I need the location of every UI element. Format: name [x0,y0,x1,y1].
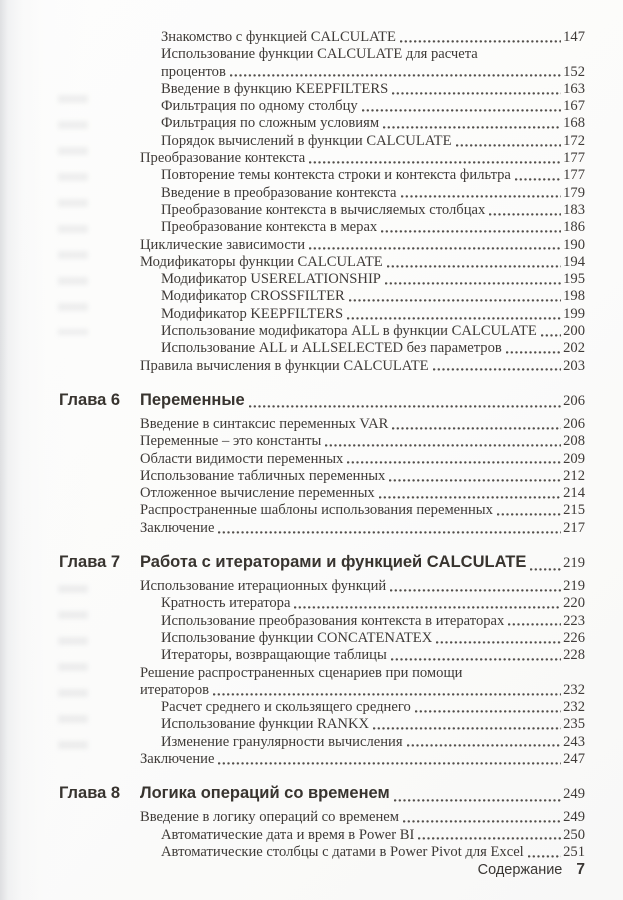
toc-page-number: 250 [563,826,585,843]
dotted-leader [403,820,561,823]
dotted-leader [433,368,562,371]
toc-entry-title: Знакомство с функцией CALCULATE [161,29,396,45]
dotted-leader [309,247,561,250]
toc-entry-row [0,237,585,254]
toc-entry-title: Фильтрация по одному столбцу [161,98,358,115]
toc-entry-row [0,433,585,450]
toc-entry-row [0,254,585,271]
toc-entry-row [0,306,585,323]
dotted-leader [294,606,561,609]
dotted-leader [230,74,561,77]
toc-entry-row [0,358,585,375]
toc-entry-row [0,340,585,357]
toc-page-number: 232 [563,681,585,698]
dotted-leader [218,762,561,765]
toc-entry-row [0,271,585,288]
toc-entry-row [0,98,585,115]
toc-entry-row [0,323,585,340]
toc-entry-row [0,647,585,664]
toc-entry-title: процентов [161,63,226,80]
dotted-leader [456,144,562,147]
dotted-leader [389,479,561,482]
toc-entry-title: Введение в функцию KEEPFILTERS [161,80,389,97]
toc-page-number: 203 [563,357,585,374]
toc-entry-title: Модификатор USERELATIONSHIP [161,271,381,288]
toc-entry-title: Использование табличных переменных [140,467,386,484]
toc-entry-row [0,451,585,468]
toc-page-number: 249 [563,809,585,826]
toc-page-number: 217 [563,519,585,536]
dotted-leader [489,213,561,216]
toc-entry-row [0,115,585,132]
toc-entry-row [0,682,585,699]
chapter-title: Работа с итераторами и функцией CALCULATE [140,553,527,572]
toc-entry-title: Использование функции RANKX [161,716,370,733]
toc-page-number: 200 [563,323,585,340]
toc-page-number: 212 [563,467,585,484]
dotted-leader [508,623,561,626]
footer-section-title: Содержание [477,862,563,878]
toc-page-number: 186 [563,219,585,236]
dotted-leader [349,299,561,302]
toc-page-number: 199 [563,305,585,322]
toc-entry-row [0,613,585,630]
toc-page-number: 208 [563,433,585,450]
toc-entry-title: Кратность итератора [161,595,291,612]
toc-entry-title: Правила вычисления в функции CALCULATE [140,357,429,374]
toc-chapter-row [0,784,585,806]
toc-entry-title: Использование ALL и ALLSELECTED без параметров [161,340,502,357]
toc-page-number: 209 [563,450,585,467]
toc-entry-title: Фильтрация по сложным условиям [161,115,380,132]
dotted-leader [379,496,561,499]
dotted-leader [325,444,561,447]
dotted-leader [528,855,561,858]
toc-page-number: 194 [563,253,585,270]
toc-entry-title: Использование преобразования контекста в итераторах [161,612,505,629]
toc-entry-title: Введение в логику операций со временем [140,809,399,826]
toc-entry-title: Порядок вычислений в функции CALCULATE [161,132,452,149]
dotted-leader [515,178,561,181]
toc-page-number: 243 [563,733,585,750]
chapter-title: Логика операций со временем [140,784,390,803]
dotted-leader [392,92,561,95]
dotted-leader [506,351,561,354]
toc-entry-row [0,716,585,733]
toc-entry-row [0,827,585,844]
toc-entry-title: Модификатор CROSSFILTER [161,288,345,305]
dotted-leader [385,282,561,285]
toc-page-number: 247 [563,750,585,767]
toc-entry-row [0,665,585,682]
dotted-leader [347,317,561,320]
toc-entry-title: Повторение темы контекста строки и контекста фильтра [161,167,511,184]
dotted-leader [390,589,561,592]
dotted-leader [387,265,561,268]
toc-page-number: 206 [563,415,585,432]
dotted-leader [213,693,561,696]
toc-entry-title: Использование итерационных функций [140,578,387,595]
toc-entry-row [0,167,585,184]
toc-page-number: 219 [563,578,585,595]
toc-page-number: 202 [563,340,585,357]
toc-entry-row [0,751,585,768]
dotted-leader [309,161,561,164]
toc-page-number: 251 [563,843,585,860]
dotted-leader [362,109,561,112]
toc-page-number: 177 [563,150,585,167]
toc-entry-title: Переменные – это константы [140,433,322,450]
toc-entry-row [0,502,585,519]
toc-entry-row [0,64,585,81]
toc-entry-title: Преобразование контекста [140,150,306,167]
toc-page-number: 168 [563,115,585,132]
toc-page-number: 226 [563,629,585,646]
toc-page-number: 190 [563,236,585,253]
dotted-leader [401,195,562,198]
chapter-title: Переменные [140,390,245,409]
toc-page-number: 214 [563,485,585,502]
dotted-leader [391,658,561,661]
toc-entry-title: Заключение [140,519,215,536]
toc-page-number: 183 [563,201,585,218]
toc-entry-row [0,416,585,433]
dotted-leader [407,744,562,747]
dotted-leader [392,427,561,430]
toc-entry-row [0,133,585,150]
dotted-leader [436,641,561,644]
chapter-number-label: Глава 8 [59,784,121,803]
dotted-leader [347,461,561,464]
toc-page-number: 220 [563,595,585,612]
toc-entry-row [0,46,585,63]
toc-entry-title: Использование функции CONCATENATEX [161,629,433,646]
chapter-number-label: Глава 7 [59,553,121,572]
toc-entry-row [0,630,585,647]
dotted-leader [218,531,561,534]
toc-chapter-row [0,391,585,413]
toc-entry-title: Автоматические столбцы с датами в Power Pivot для Excel [161,843,524,860]
toc-entry-row [0,150,585,167]
footer-page-number: 7 [576,861,585,878]
toc-entry-row [0,288,585,305]
toc-entry-title: Введение в синтаксис переменных VAR [140,415,389,432]
toc-entry-row [0,468,585,485]
dotted-leader [383,126,561,129]
toc-entry-title: Отложенное вычисление переменных [140,485,375,502]
toc-entry-title: Циклические зависимости [140,236,306,253]
toc-page-number: 249 [563,786,585,803]
toc-entry-row [0,29,585,46]
toc-page-number: 223 [563,612,585,629]
toc-page-number: 235 [563,716,585,733]
toc-page-number: 219 [563,555,585,572]
toc-entry-row [0,578,585,595]
dotted-leader [497,513,561,516]
page-footer [478,861,585,879]
dotted-leader [530,568,561,571]
dotted-leader [249,405,561,408]
toc-entry-title: Области видимости переменных [140,450,344,467]
toc-page-number: 179 [563,184,585,201]
toc-chapter-row [0,553,585,575]
toc-entry-row [0,202,585,219]
toc-page-number: 147 [563,29,585,45]
toc-entry-title: Преобразование контекста в мерах [161,219,378,236]
toc-entry-title: Изменение гранулярности вычисления [161,733,403,750]
toc-page-number: 232 [563,699,585,716]
dotted-leader [418,837,561,840]
toc-entry-row [0,844,585,861]
toc-entry-title: итераторов [140,681,210,698]
toc-entry-title: Модификатор KEEPFILTERS [161,305,344,322]
toc-page-number: 206 [563,392,585,409]
dotted-leader [541,334,561,337]
toc-entry-title: Решение распространенных сценариев при помощи [140,664,463,681]
chapter-number-label: Глава 6 [59,390,121,409]
toc-entry-title: Преобразование контекста в вычисляемых столбцах [161,201,486,218]
toc-entry-row [0,185,585,202]
toc-entry-title: Использование функции CALCULATE для расчета [161,46,478,63]
toc-page-number: 198 [563,288,585,305]
dotted-leader [415,710,561,713]
toc-entry-row [0,809,585,826]
toc-entry-title: Распространенные шаблоны использования переменных [140,502,493,519]
toc-entry-title: Итераторы, возвращающие таблицы [161,647,387,664]
toc-entry-row [0,734,585,751]
toc-entry-row [0,520,585,537]
toc-page-number: 163 [563,80,585,97]
toc-entry-row [0,699,585,716]
toc-page-number: 172 [563,132,585,149]
toc-page-number: 152 [563,63,585,80]
toc-entry-title: Заключение [140,750,215,767]
toc-page-number: 167 [563,98,585,115]
toc-entry-row [0,595,585,612]
toc-page-number: 215 [563,502,585,519]
toc-page-number: 177 [563,167,585,184]
dotted-leader [400,40,561,43]
toc-entry-title: Модификаторы функции CALCULATE [140,253,383,270]
toc-page-number: 195 [563,271,585,288]
toc-entry-title: Введение в преобразование контекста [161,184,397,201]
dotted-leader [373,727,561,730]
toc-entry-row [0,81,585,98]
dotted-leader [381,230,561,233]
toc-page-number: 228 [563,647,585,664]
toc-entry-row [0,219,585,236]
dotted-leader [394,799,561,802]
toc-entry-title: Расчет среднего и скользящего среднего [161,699,411,716]
toc-entry-row [0,485,585,502]
toc-entry-title: Автоматические дата и время в Power BI [161,826,415,843]
toc-entry-title: Использование модификатора ALL в функции CALCULATE [161,323,537,340]
